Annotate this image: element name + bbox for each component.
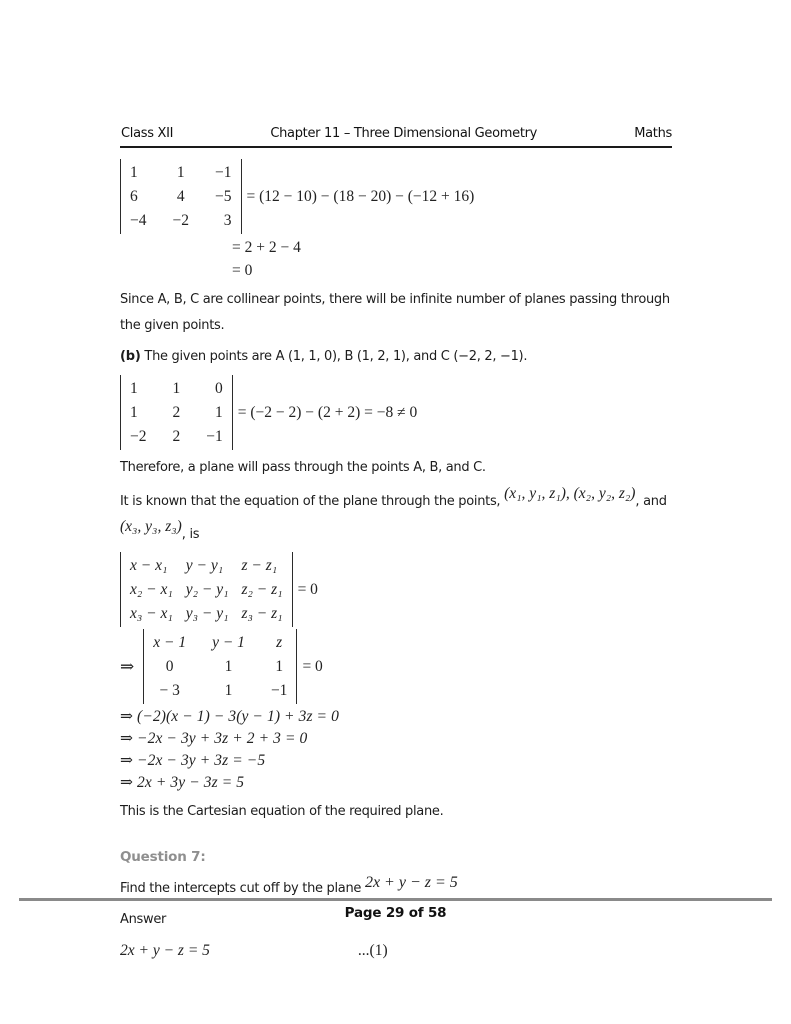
matrix-cell: x − x₁ <box>130 557 168 574</box>
para-known-line2 <box>120 519 686 550</box>
derivation-step-1: ⇒ (−2)(x − 1) − 3(y − 1) + 3z = 0 <box>120 708 339 725</box>
matrix-cell: 1 <box>224 682 233 699</box>
matrix-cell: x₂ − x₁ <box>130 581 173 598</box>
known-points-math-3: (x₃, y₃, z₃) <box>120 518 182 535</box>
implies-icon: ⇒ <box>120 656 135 677</box>
question-7-heading: Question 7: <box>120 849 206 865</box>
part-b-label: (b) <box>120 349 141 364</box>
matrix-cell: y₂ − y₁ <box>185 581 229 598</box>
page-content <box>120 157 686 960</box>
matrix-cell: −4 <box>130 212 147 229</box>
known-suffix-is: , is <box>181 527 200 542</box>
matrix-cell: 1 <box>130 380 138 397</box>
determinant-1-matrix <box>120 159 242 234</box>
matrix-cell: −5 <box>215 188 232 205</box>
matrix-cell: x − 1 <box>153 634 187 651</box>
matrix-cell: z₂ − z₁ <box>241 581 283 598</box>
determinant-1-step2: = 2 + 2 − 4 <box>232 239 301 256</box>
prompt-plane-equation: 2x + y − z = 5 <box>364 874 458 891</box>
determinant-2-expansion: = (−2 − 2) − (2 + 2) = −8 ≠ 0 <box>237 403 418 421</box>
matrix-cell: z <box>276 634 283 651</box>
determinant-3-matrix <box>120 552 293 627</box>
derivation-step-3: ⇒ −2x − 3y + 3z = −5 <box>120 752 266 769</box>
matrix-cell: 0 <box>165 658 174 675</box>
known-text: It is known that the equation of the plane through the points, <box>120 494 505 509</box>
matrix-cell: y − y₁ <box>185 557 224 574</box>
header-class-label: Class XII <box>121 126 174 141</box>
determinant-3-row <box>120 552 686 627</box>
part-b-text: The given points are A (1, 1, 0), B (1, 2, 1), and C (−2, 2, −1). <box>140 349 528 364</box>
matrix-cell: 1 <box>224 658 233 675</box>
determinant-2-row <box>120 375 686 450</box>
matrix-cell: − 3 <box>159 682 180 699</box>
determinant-4-matrix <box>143 629 297 704</box>
page-footer <box>0 898 791 921</box>
prompt-text: Find the intercepts cut off by the plane <box>120 881 365 896</box>
matrix-cell: x₃ − x₁ <box>130 605 173 622</box>
matrix-cell: 0 <box>215 380 223 397</box>
header-rule <box>120 146 672 148</box>
para-therefore: Therefore, a plane will pass through the points A, B, and C. <box>120 460 486 475</box>
matrix-cell: z₃ − z₁ <box>241 605 283 622</box>
equation-1-row <box>120 942 686 960</box>
para-cartesian: This is the Cartesian equation of the required plane. <box>120 804 444 819</box>
matrix-cell: y − 1 <box>212 634 245 651</box>
determinant-4-rhs: = 0 <box>302 657 323 675</box>
header-subject-label: Maths <box>634 126 672 141</box>
equation-1-reference: ...(1) <box>357 942 388 959</box>
matrix-cell: −1 <box>215 164 232 181</box>
determinant-3-rhs: = 0 <box>297 580 318 598</box>
footer-rule <box>19 898 772 901</box>
para-part-b <box>120 344 686 370</box>
matrix-cell: 1 <box>172 380 181 397</box>
matrix-cell: 1 <box>130 164 138 181</box>
matrix-cell: 2 <box>172 404 181 421</box>
matrix-cell: y₃ − y₁ <box>185 605 229 622</box>
equation-1: 2x + y − z = 5 <box>120 942 210 959</box>
matrix-cell: 1 <box>215 404 223 421</box>
matrix-cell: 3 <box>223 212 232 229</box>
derivation-step-2: ⇒ −2x − 3y + 3z + 2 + 3 = 0 <box>120 730 308 747</box>
matrix-cell: 1 <box>275 658 284 675</box>
header-chapter-title: Chapter 11 – Three Dimensional Geometry <box>270 126 538 141</box>
known-points-math-1-2: (x₁, y₁, z₁), (x₂, y₂, z₂) <box>504 485 636 502</box>
para-known-line1 <box>120 486 686 517</box>
determinant-2-matrix <box>120 375 233 450</box>
answer-label: Answer <box>120 912 167 927</box>
determinant-1-step3: = 0 <box>232 262 253 279</box>
matrix-cell: −2 <box>172 212 189 229</box>
matrix-cell: 6 <box>130 188 138 205</box>
matrix-cell: z − z₁ <box>241 557 278 574</box>
determinant-1-expansion: = (12 − 10) − (18 − 20) − (−12 + 16) <box>246 187 475 205</box>
derivation-step-4: ⇒ 2x + 3y − 3z = 5 <box>120 774 245 791</box>
matrix-cell: 1 <box>176 164 185 181</box>
matrix-cell: −1 <box>270 682 288 699</box>
page-number: Page 29 of 58 <box>344 905 447 921</box>
page-header <box>121 126 672 141</box>
determinant-4-row <box>120 629 686 704</box>
matrix-cell: −1 <box>206 428 223 445</box>
matrix-cell: 1 <box>130 404 138 421</box>
matrix-cell: 2 <box>172 428 181 445</box>
determinant-1-row <box>120 159 686 234</box>
matrix-cell: 4 <box>176 188 185 205</box>
matrix-cell: −2 <box>130 428 147 445</box>
para-collinear: Since A, B, C are collinear points, there will be infinite number of planes passing through the given points. <box>120 292 670 333</box>
known-suffix-and: , and <box>635 494 667 509</box>
